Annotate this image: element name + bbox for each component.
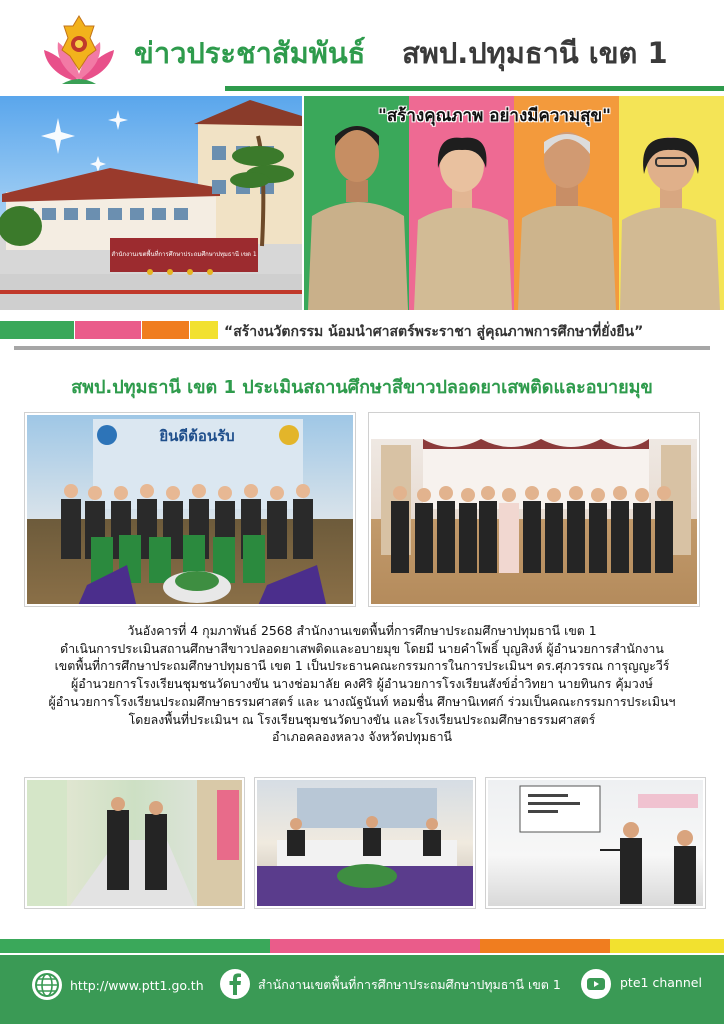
- news-body-line: ผู้อำนวยการโรงเรียนประถมศึกษาธรรมศาสตร์ และ นางณัฐนันท์ หอมชื่น ศึกษานิเทศก์ ร่วมเป็นคณะกรรมการประเมินฯ: [48, 693, 676, 709]
- footer-band-yellow: [610, 939, 724, 953]
- office-building-photo: [0, 96, 302, 310]
- footer-band-pink: [270, 939, 480, 953]
- color-band-pink: [75, 321, 141, 339]
- building-sign: สำนักงานเขตพื้นที่การศึกษาประถมศึกษาปทุมธานี เขต 1: [111, 251, 257, 258]
- facebook-page-link[interactable]: สำนักงานเขตพื้นที่การศึกษาประถมศึกษาปทุมธานี เขต 1: [258, 977, 561, 992]
- motto-divider: [14, 346, 710, 350]
- news-body-line: เขตพื้นที่การศึกษาประถมศึกษาปทุมธานี เขต 1 เป็นประธานคณะกรรมการในการประเมินฯ ดร.ศุภวรรณ การุญญะวีร์: [54, 658, 670, 674]
- news-photo-classroom: [486, 778, 705, 908]
- news-body-line: โดยลงพื้นที่ประเมินฯ ณ โรงเรียนชุมชนวัดบางขัน และโรงเรียนประถมศึกษาธรรมศาสตร์: [128, 711, 596, 727]
- welcome-sign: ยินดีต้อนรับ: [159, 427, 235, 445]
- executive-portrait: [620, 137, 720, 310]
- news-body-line: อำเภอคลองหลวง จังหวัดปทุมธานี: [272, 729, 452, 745]
- news-photo-group: [369, 413, 699, 606]
- page-title: ข่าวประชาสัมพันธ์: [134, 36, 366, 70]
- executive-portrait: [308, 126, 408, 310]
- news-body: [30, 622, 694, 746]
- building-illustration: [0, 96, 302, 310]
- news-body-line: ผู้อำนวยการโรงเรียนชุมชนวัดบางขัน นางช่อมาลัย คงศิริ ผู้อำนวยการโรงเรียนสังข์อ่ำวิทยา นายทินกร คุ้มวงษ์: [71, 676, 653, 692]
- color-band-orange: [142, 321, 189, 339]
- banner: [0, 96, 724, 310]
- youtube-channel-link[interactable]: pte1 channel: [620, 975, 702, 990]
- color-band-yellow: [190, 321, 218, 339]
- slogan: "สร้างคุณภาพ อย่างมีความสุข": [378, 106, 611, 126]
- motto: “สร้างนวัตกรรม น้อมนำศาสตร์พระราชา สู่คุณภาพการศึกษาที่ยั่งยืน”: [224, 324, 644, 340]
- executive-portrait: [414, 138, 512, 310]
- obec-logo-icon: [42, 12, 116, 88]
- color-band-green: [0, 321, 74, 339]
- footer-band-green: [0, 939, 270, 953]
- footer-band-orange: [480, 939, 610, 953]
- executive-portrait: [518, 132, 616, 310]
- news-body-line: วันอังคารที่ 4 กุมภาพันธ์ 2568 สำนักงานเขตพื้นที่การศึกษาประถมศึกษาปทุมธานี เขต 1: [127, 623, 597, 638]
- facebook-icon: [220, 969, 250, 999]
- page-header: [0, 0, 724, 95]
- globe-icon: [32, 970, 62, 1000]
- news-body-line: ดำเนินการประเมินสถานศึกษาสีขาวปลอดยาเสพติดและอบายมุข โดยมี นายคำโพธิ์ บุญสิงห์ ผู้อำนวยการสำนักงาน: [60, 640, 664, 656]
- news-headline: สพป.ปทุมธานี เขต 1 ประเมินสถานศึกษาสีขาวปลอดยาเสพติดและอบายมุข: [71, 377, 653, 398]
- news-photo-meeting: [255, 778, 475, 908]
- organization-name: สพป.ปทุมธานี เขต 1: [402, 36, 668, 70]
- website-link[interactable]: http://www.ptt1.go.th: [70, 978, 204, 993]
- youtube-icon: [581, 969, 611, 999]
- header-divider: [225, 86, 724, 91]
- page-footer: [0, 955, 724, 1024]
- news-photo-corridor: [25, 778, 244, 908]
- news-photo-welcome: [25, 413, 355, 606]
